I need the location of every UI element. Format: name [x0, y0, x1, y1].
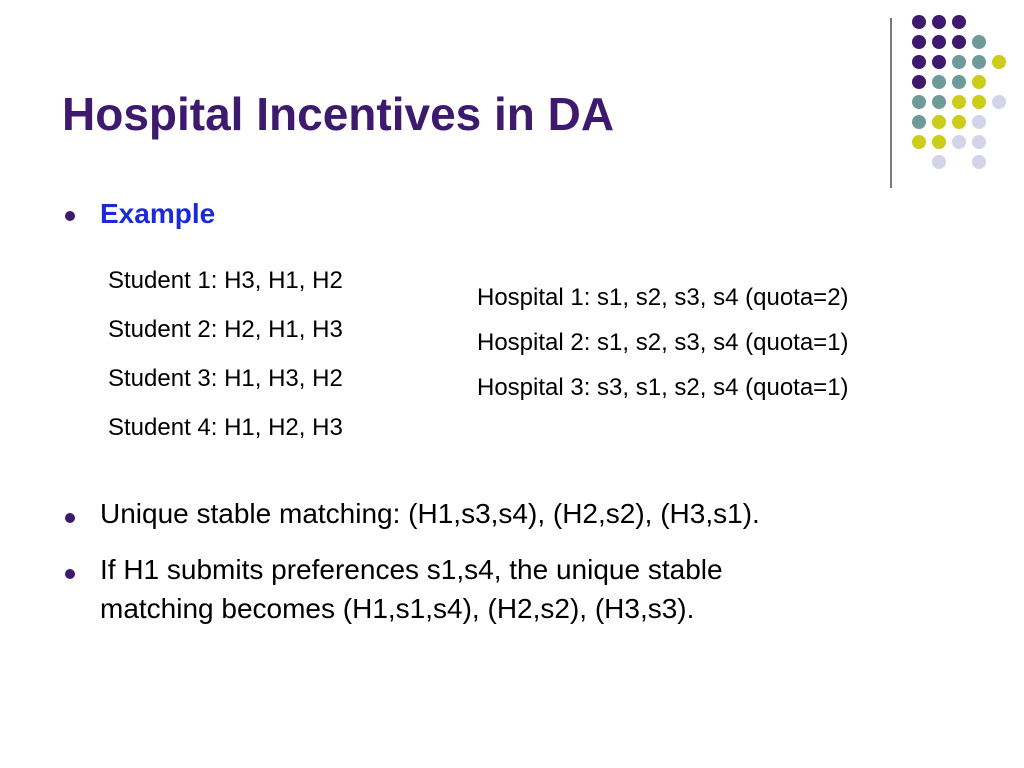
decor-dot — [972, 75, 986, 89]
decor-dot — [992, 95, 1006, 109]
student-preference: Student 4: H1, H2, H3 — [108, 414, 343, 441]
bullet-text: Unique stable matching: (H1,s3,s4), (H2,s2), (H3,s1). — [100, 498, 760, 529]
decor-dot — [992, 55, 1006, 69]
decor-dot — [932, 135, 946, 149]
bullet-dot — [65, 513, 75, 523]
decor-dot — [972, 95, 986, 109]
hospital-preference: Hospital 3: s3, s1, s2, s4 (quota=1) — [477, 374, 849, 401]
example-heading: Example — [100, 198, 216, 229]
vertical-divider — [890, 18, 892, 188]
decor-dot — [952, 55, 966, 69]
bullet-dot — [65, 569, 75, 579]
bullet-dot — [65, 211, 75, 221]
decor-dot — [912, 135, 926, 149]
decor-dot — [912, 95, 926, 109]
decor-dot — [912, 115, 926, 129]
decor-dot — [952, 15, 966, 29]
hospital-preference: Hospital 1: s1, s2, s3, s4 (quota=2) — [477, 284, 849, 311]
decor-dot — [972, 115, 986, 129]
decor-dot — [932, 95, 946, 109]
decor-dot — [912, 55, 926, 69]
decor-dot — [972, 155, 986, 169]
decor-dot — [912, 15, 926, 29]
student-preference: Student 3: H1, H3, H2 — [108, 365, 343, 392]
student-preference: Student 1: H3, H1, H2 — [108, 267, 343, 294]
bullet-text: If H1 submits preferences s1,s4, the unique stable — [100, 554, 723, 585]
decor-dot — [952, 115, 966, 129]
decor-dot — [932, 35, 946, 49]
decor-dot — [972, 135, 986, 149]
hospital-preference: Hospital 2: s1, s2, s3, s4 (quota=1) — [477, 329, 849, 356]
decor-dot — [932, 75, 946, 89]
slide-title: Hospital Incentives in DA — [62, 88, 615, 140]
decor-dot — [932, 15, 946, 29]
decor-dot — [912, 75, 926, 89]
decor-dot — [932, 55, 946, 69]
decor-dot — [932, 115, 946, 129]
bullet-text-continued: matching becomes (H1,s1,s4), (H2,s2), (H3,s3). — [100, 593, 695, 624]
decor-dot — [952, 75, 966, 89]
decor-dot — [912, 35, 926, 49]
decor-dot — [932, 155, 946, 169]
decor-dot — [952, 35, 966, 49]
decor-dot — [972, 55, 986, 69]
decor-dot — [952, 95, 966, 109]
decor-dot — [972, 35, 986, 49]
student-preference: Student 2: H2, H1, H3 — [108, 316, 343, 343]
decor-dot — [952, 135, 966, 149]
